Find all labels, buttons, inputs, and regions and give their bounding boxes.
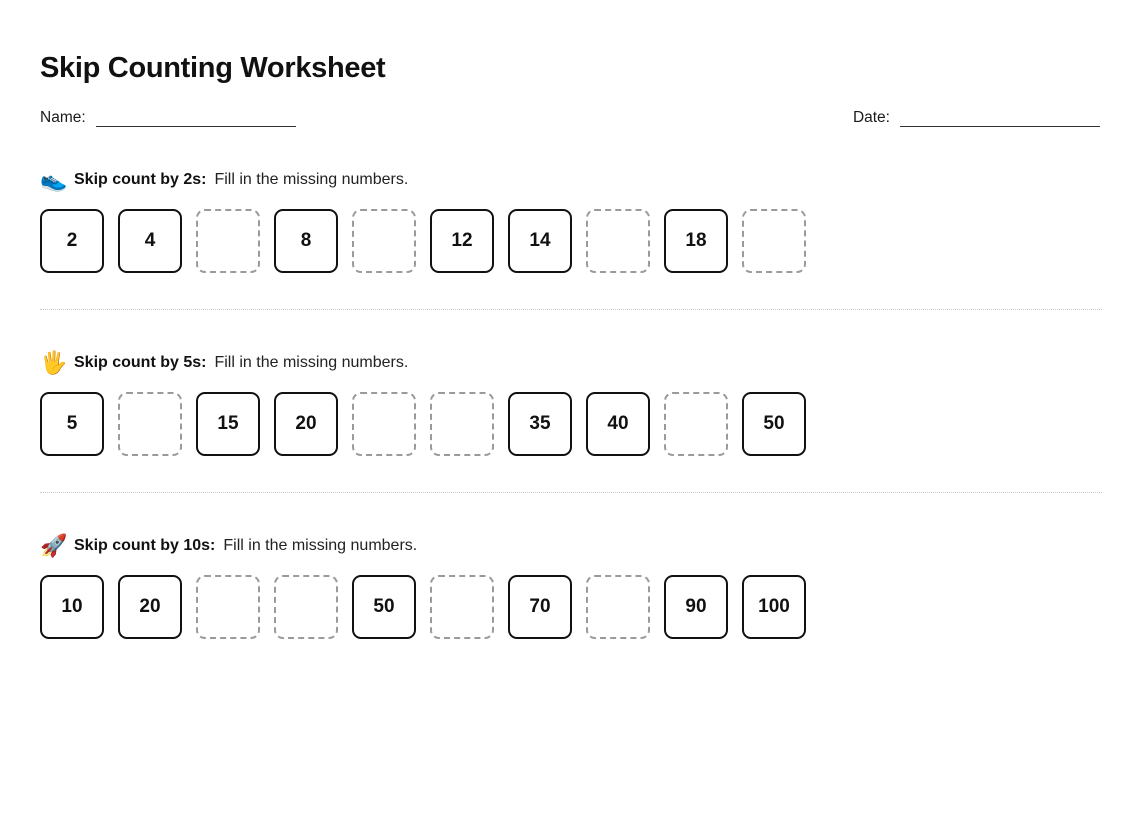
section-header [40,535,1102,557]
number-box-row [40,209,1102,273]
section-title: Skip count by 10s: [74,537,216,554]
section-divider [40,309,1102,310]
number-box: 18 [664,209,728,273]
number-box: 5 [40,392,104,456]
number-box: 35 [508,392,572,456]
answer-box[interactable] [430,392,494,456]
section-divider [40,492,1102,493]
section-skip-by-5 [40,352,1102,456]
number-box: 20 [274,392,338,456]
section-title: Skip count by 2s: [74,171,207,188]
answer-box[interactable] [586,575,650,639]
answer-box[interactable] [274,575,338,639]
hand-icon: 🖐 [40,350,68,375]
shoe-icon: 👟 [40,167,68,192]
number-box: 15 [196,392,260,456]
student-meta-row [40,109,1102,127]
number-box: 50 [742,392,806,456]
number-box-row [40,392,1102,456]
answer-box[interactable] [196,575,260,639]
section-skip-by-2 [40,169,1102,273]
answer-box[interactable] [352,392,416,456]
section-instruction: Fill in the missing numbers. [223,537,418,554]
number-box: 20 [118,575,182,639]
page-title: Skip Counting Worksheet [40,52,386,84]
date-field [853,109,1100,127]
number-box: 10 [40,575,104,639]
answer-box[interactable] [118,392,182,456]
date-label: Date: [852,109,890,126]
number-box: 50 [352,575,416,639]
number-box: 70 [508,575,572,639]
number-box: 100 [742,575,806,639]
section-instruction: Fill in the missing numbers. [214,354,409,371]
number-box: 2 [40,209,104,273]
number-box: 4 [118,209,182,273]
section-skip-by-10 [40,535,1102,639]
answer-box[interactable] [352,209,416,273]
number-box-row [40,575,1102,639]
date-write-line[interactable] [900,112,1100,127]
section-header [40,169,1102,191]
rocket-icon: 🚀 [40,533,68,558]
answer-box[interactable] [742,209,806,273]
number-box: 90 [664,575,728,639]
name-label: Name: [40,109,86,126]
number-box: 8 [274,209,338,273]
number-box: 40 [586,392,650,456]
section-header [40,352,1102,374]
answer-box[interactable] [664,392,728,456]
number-box: 12 [430,209,494,273]
answer-box[interactable] [586,209,650,273]
answer-box[interactable] [430,575,494,639]
name-field [40,109,296,127]
answer-box[interactable] [196,209,260,273]
section-title: Skip count by 5s: [74,354,207,371]
section-instruction: Fill in the missing numbers. [214,171,409,188]
name-write-line[interactable] [96,112,296,127]
number-box: 14 [508,209,572,273]
